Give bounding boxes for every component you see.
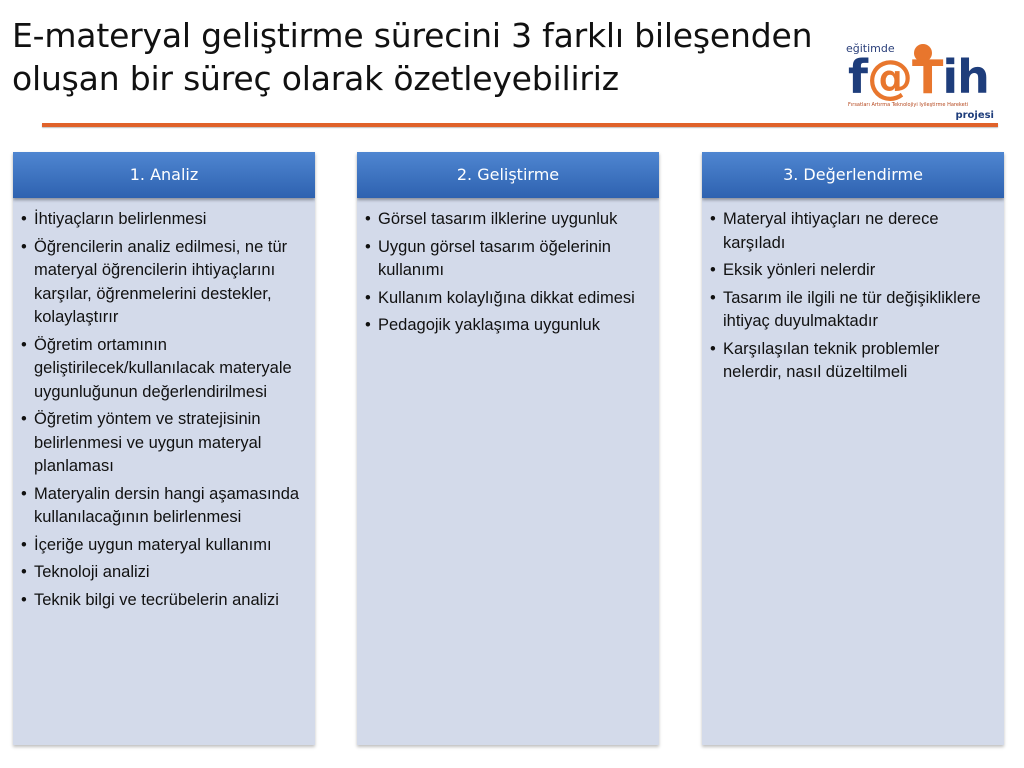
list-item: • Öğretim ortamının geliştirilecek/kullanılacak materyale uygunluğunun değerlendirilmesi — [21, 334, 307, 405]
list-item: • Materyalin dersin hangi aşamasında kullanılacağının belirlenmesi — [21, 483, 307, 530]
logo-mark-ih: ih — [942, 50, 989, 104]
logo-mark-f: f — [848, 50, 868, 104]
bullet-list — [365, 208, 651, 338]
bullet-list — [21, 208, 307, 612]
logo-mark — [848, 52, 989, 102]
list-item: • Materyal ihtiyaçları ne derece karşıladı — [710, 208, 996, 255]
list-item: • Öğretim yöntem ve stratejisinin belirlenmesi ve uygun materyal planlaması — [21, 408, 307, 479]
list-item: • Eksik yönleri nelerdir — [710, 259, 996, 283]
logo-mark-at: @ — [867, 50, 913, 104]
slide-title — [12, 14, 912, 100]
list-item: • Teknik bilgi ve tecrübelerin analizi — [21, 589, 307, 613]
logo-subtitle: Fırsatları Artırma Teknolojiyi İyileştirme Hareketi — [848, 102, 969, 108]
bullet-list — [710, 208, 996, 385]
column-degerlendirme — [702, 152, 1004, 745]
fatih-logo — [846, 42, 998, 124]
column-gelistirme — [357, 152, 659, 745]
list-item: • Karşılaşılan teknik problemler nelerdir, nasıl düzeltilmeli — [710, 338, 996, 385]
slide-title-line-2: oluşan bir süreç olarak özetleyebiliriz — [12, 59, 619, 98]
column-body — [13, 198, 315, 745]
list-item: • İhtiyaçların belirlenmesi — [21, 208, 307, 232]
column-header: 2. Geliştirme — [357, 152, 659, 198]
list-item: • Uygun görsel tasarım öğelerinin kullanımı — [365, 236, 651, 283]
logo-top-text: eğitimde — [846, 42, 895, 55]
column-body — [357, 198, 659, 745]
title-divider — [42, 123, 998, 127]
list-item: • Pedagojik yaklaşıma uygunluk — [365, 314, 651, 338]
list-item: • Teknoloji analizi — [21, 561, 307, 585]
list-item: • Tasarım ile ilgili ne tür değişikliklere ihtiyaç duyulmaktadır — [710, 287, 996, 334]
list-item: • Görsel tasarım ilklerine uygunluk — [365, 208, 651, 232]
column-header: 3. Değerlendirme — [702, 152, 1004, 198]
list-item: • Kullanım kolaylığına dikkat edimesi — [365, 287, 651, 311]
list-item: • Öğrencilerin analiz edilmesi, ne tür materyal öğrencilerin ihtiyaçlarını karşılar, öğrenmelerini destekler, kolaylaştırır — [21, 236, 307, 330]
list-item: • İçeriğe uygun materyal kullanımı — [21, 534, 307, 558]
slide-title-line-1: E-materyal geliştirme sürecini 3 farklı bileşenden — [12, 16, 813, 55]
column-header: 1. Analiz — [13, 152, 315, 198]
logo-mark-t: T — [912, 50, 943, 104]
column-analiz — [13, 152, 315, 745]
column-body — [702, 198, 1004, 745]
logo-project-label: projesi — [955, 110, 994, 121]
